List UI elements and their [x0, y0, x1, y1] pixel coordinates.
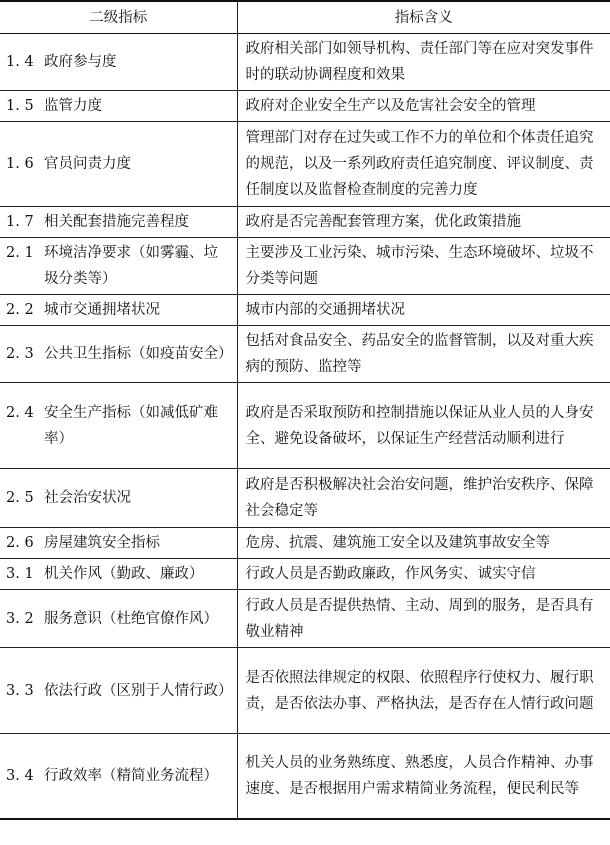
meaning-cell: 政府是否完善配套管理方案，优化政策措施	[237, 207, 610, 238]
meaning-cell: 危房、抗震、建筑施工安全以及建筑事故安全等	[237, 528, 610, 559]
indicator-cell	[0, 207, 237, 238]
indicator-code: 3. 2	[6, 610, 34, 627]
header-meaning: 指标含义	[237, 1, 610, 34]
indicator-name: 机关作风（勤政、廉政）	[44, 566, 204, 582]
indicator-name: 社会治安状况	[44, 490, 131, 506]
indicator-name: 官员问责力度	[44, 156, 131, 172]
meaning-cell: 行政人员是否提供热情、主动、周到的服务，是否具有敬业精神	[237, 590, 610, 648]
indicator-name: 环境洁净要求（如雾霾、垃圾分类等）	[44, 245, 218, 287]
indicator-cell	[0, 559, 237, 590]
meaning-cell: 政府是否积极解决社会治安问题，维护治安秩序、保障社会稳定等	[237, 469, 610, 528]
indicator-code: 1. 7	[6, 214, 34, 230]
indicator-code: 2. 1	[6, 245, 34, 261]
indicator-name: 相关配套措施完善程度	[44, 214, 189, 230]
meaning-cell: 包括对食品安全、药品安全的监督管制，以及对重大疾病的预防、监控等	[237, 326, 610, 383]
indicator-code: 3. 1	[6, 566, 34, 582]
meaning-cell: 政府相关部门如领导机构、责任部门等在应对突发事件时的联动协调程度和效果	[237, 34, 610, 91]
meaning-cell: 政府是否采取预防和控制措施以保证从业人员的人身安全、避免设备破坏，以保证生产经营活动顺利进行	[237, 383, 610, 469]
table-row	[0, 238, 610, 295]
table-row	[0, 559, 610, 590]
table-row	[0, 326, 610, 383]
header-indicator: 二级指标	[0, 1, 237, 34]
indicator-code: 1. 4	[6, 54, 34, 70]
table-row	[0, 295, 610, 326]
table-row	[0, 648, 610, 734]
table-header-row	[0, 1, 610, 34]
meaning-cell: 行政人员是否勤政廉政，作风务实、诚实守信	[237, 559, 610, 590]
indicator-cell	[0, 326, 237, 383]
indicator-code: 3. 4	[6, 767, 34, 784]
table-row	[0, 528, 610, 559]
table-row	[0, 383, 610, 469]
indicator-cell	[0, 295, 237, 326]
table-row	[0, 590, 610, 648]
indicator-code: 1. 6	[6, 156, 34, 172]
meaning-cell: 是否依照法律规定的权限、依照程序行使权力、履行职责，是否依法办事、严格执法，是否存在人情行政问题	[237, 648, 610, 734]
table-row	[0, 91, 610, 122]
indicator-name: 城市交通拥堵状况	[44, 302, 160, 318]
meaning-cell: 机关人员的业务熟练度、熟悉度，人员合作精神、办事速度、是否根据用户需求精简业务流程，便民利民等	[237, 734, 610, 819]
indicator-name: 房屋建筑安全指标	[44, 535, 160, 551]
indicator-code: 2. 3	[6, 346, 34, 362]
meaning-cell: 管理部门对存在过失或工作不力的单位和个体责任追究的规范，以及一系列政府责任追究制度、评议制度、责任制度以及监督检查制度的完善力度	[237, 122, 610, 207]
indicator-cell	[0, 469, 237, 528]
indicator-code: 2. 4	[6, 404, 34, 421]
indicator-cell	[0, 34, 237, 91]
indicator-cell	[0, 383, 237, 469]
indicator-cell	[0, 590, 237, 648]
table-row	[0, 469, 610, 528]
indicator-name: 服务意识（杜绝官僚作风）	[44, 610, 218, 627]
indicator-code: 2. 6	[6, 535, 34, 551]
indicator-code: 1. 5	[6, 98, 34, 114]
table-row	[0, 734, 610, 819]
table-row	[0, 207, 610, 238]
indicator-code: 2. 5	[6, 490, 34, 506]
indicator-cell	[0, 528, 237, 559]
meaning-cell: 政府对企业安全生产以及危害社会安全的管理	[237, 91, 610, 122]
indicator-code: 2. 2	[6, 302, 34, 318]
meaning-cell: 城市内部的交通拥堵状况	[237, 295, 610, 326]
indicator-cell	[0, 91, 237, 122]
table-row	[0, 122, 610, 207]
indicator-name: 监管力度	[44, 98, 102, 114]
table-row	[0, 34, 610, 91]
indicator-cell	[0, 238, 237, 295]
indicator-cell	[0, 734, 237, 819]
indicator-cell	[0, 648, 237, 734]
meaning-cell: 主要涉及工业污染、城市污染、生态环境破坏、垃圾不分类等问题	[237, 238, 610, 295]
indicator-name: 公共卫生指标（如疫苗安全）	[44, 346, 233, 362]
indicator-name: 依法行政（区别于人情行政）	[44, 682, 233, 699]
indicator-name: 安全生产指标（如减低矿难率）	[44, 404, 218, 447]
indicator-code: 3. 3	[6, 682, 34, 699]
indicator-cell	[0, 122, 237, 207]
indicator-name: 政府参与度	[44, 54, 117, 70]
indicator-name: 行政效率（精简业务流程）	[44, 767, 218, 784]
